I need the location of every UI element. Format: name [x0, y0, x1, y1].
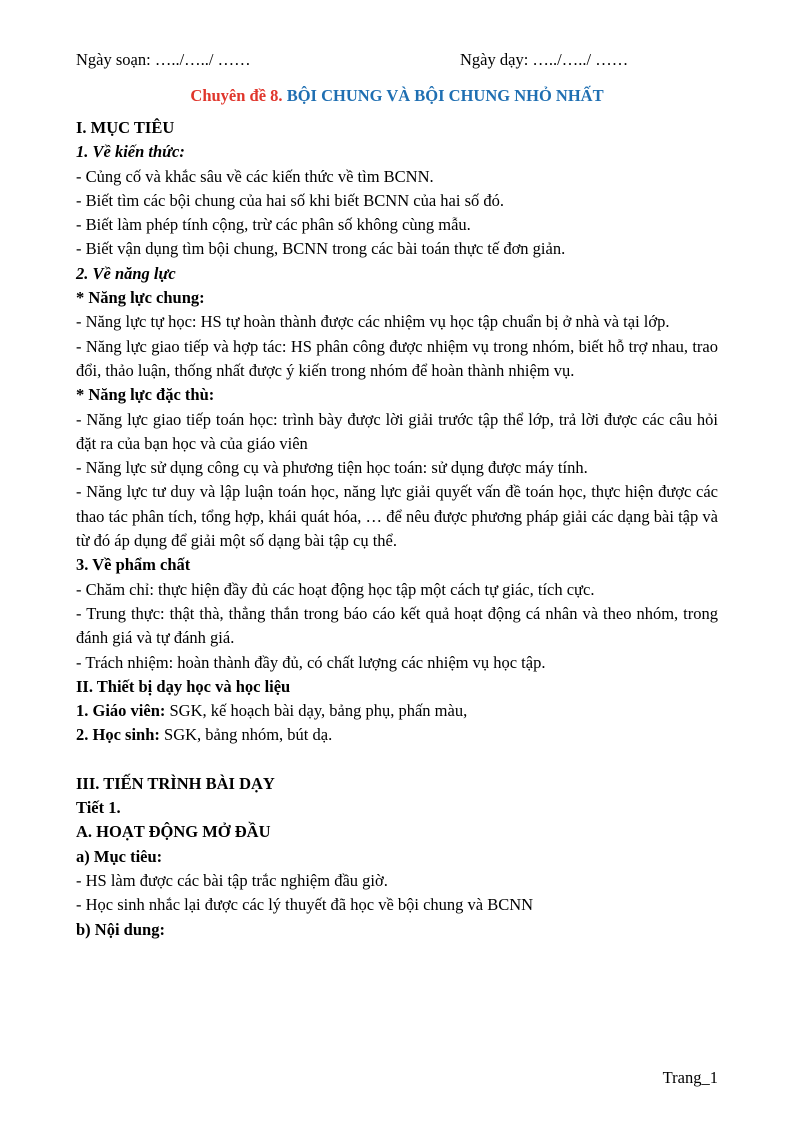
document-title: [76, 84, 718, 108]
specific-competence-item: - Năng lực giao tiếp toán học: trình bày được lời giải trước tập thể lớp, trả lời được các câu hỏi đặt ra của bạn học và của giáo viên: [76, 409, 718, 453]
quality-item: - Trách nhiệm: hoàn thành đầy đủ, có chất lượng các nhiệm vụ học tập.: [76, 652, 546, 672]
lesson-label: Tiết 1.: [76, 798, 121, 818]
quality-heading: 3. Về phẩm chất: [76, 555, 191, 575]
knowledge-item: - Củng cố và khắc sâu về các kiến thức về tìm BCNN.: [76, 166, 434, 186]
content-heading: b) Nội dung:: [76, 919, 165, 939]
student-text: SGK, bảng nhóm, bút dạ.: [159, 725, 333, 745]
specific-competence-item: - Năng lực tư duy và lập luận toán học, năng lực giải quyết vấn đề toán học, thực hiện được các thao tác phân tích, tổng hợp, khái quát hóa, … để nêu được phương pháp giải các dạng bài tập và từ đó áp dụng để giải một số dạng bài tập cụ thể.: [76, 482, 718, 551]
section-heading-process: III. TIẾN TRÌNH BÀI DẠY: [76, 773, 275, 793]
section-heading-objectives: I. MỤC TIÊU: [76, 118, 175, 137]
activity-heading: A. HOẠT ĐỘNG MỞ ĐẦU: [76, 822, 271, 842]
goal-item: - HS làm được các bài tập trắc nghiệm đầu giờ.: [76, 870, 388, 890]
knowledge-item: - Biết tìm các bội chung của hai số khi biết BCNN của hai số đó.: [76, 190, 504, 210]
student-equipment: [76, 723, 718, 747]
date-header: [76, 48, 718, 72]
knowledge-heading: 1. Về kiến thức:: [76, 142, 185, 162]
teacher-label: 1. Giáo viên:: [76, 701, 166, 721]
goal-heading: a) Mục tiêu:: [76, 846, 163, 866]
goal-item: - Học sinh nhắc lại được các lý thuyết đã học về bội chung và BCNN: [76, 895, 534, 915]
general-competence-heading: * Năng lực chung:: [76, 288, 205, 308]
prep-date: Ngày soạn: …../…../ ……: [76, 50, 251, 69]
title-prefix: Chuyên đề 8.: [190, 86, 283, 105]
blank-line: [76, 748, 718, 772]
specific-competence-heading: * Năng lực đặc thù:: [76, 385, 215, 405]
general-competence-item: - Năng lực tự học: HS tự hoàn thành được các nhiệm vụ học tập chuẩn bị ở nhà và tại lớp.: [76, 312, 670, 332]
knowledge-item: - Biết vận dụng tìm bội chung, BCNN trong các bài toán thực tế đơn giản.: [76, 239, 566, 259]
title-main: BỘI CHUNG VÀ BỘI CHUNG NHỎ NHẤT: [286, 86, 604, 105]
section-heading-equipment: II. Thiết bị dạy học và học liệu: [76, 676, 291, 696]
teach-date: Ngày dạy: …../…../ ……: [460, 50, 629, 69]
competence-heading: 2. Về năng lực: [76, 263, 176, 283]
teacher-equipment: [76, 699, 718, 723]
teacher-text: SGK, kế hoạch bài dạy, bảng phụ, phấn màu,: [165, 701, 468, 721]
quality-item: - Chăm chỉ: thực hiện đầy đủ các hoạt động học tập một cách tự giác, tích cực.: [76, 579, 595, 599]
document-page: [76, 48, 718, 942]
specific-competence-item: - Năng lực sử dụng công cụ và phương tiện học toán: sử dụng được máy tính.: [76, 458, 588, 478]
student-label: 2. Học sinh:: [76, 725, 160, 745]
knowledge-item: - Biết làm phép tính cộng, trừ các phân số không cùng mẫu.: [76, 215, 471, 235]
general-competence-item: - Năng lực giao tiếp và hợp tác: HS phân công được nhiệm vụ trong nhóm, biết hỗ trợ nhau, trao đổi, thảo luận, thống nhất được ý kiến trong nhóm để hoàn thành nhiệm vụ.: [76, 336, 718, 380]
quality-item: - Trung thực: thật thà, thẳng thắn trong báo cáo kết quả hoạt động cá nhân và theo nhóm, trong đánh giá và tự đánh giá.: [76, 603, 718, 648]
page-number: Trang_1: [662, 1068, 718, 1087]
